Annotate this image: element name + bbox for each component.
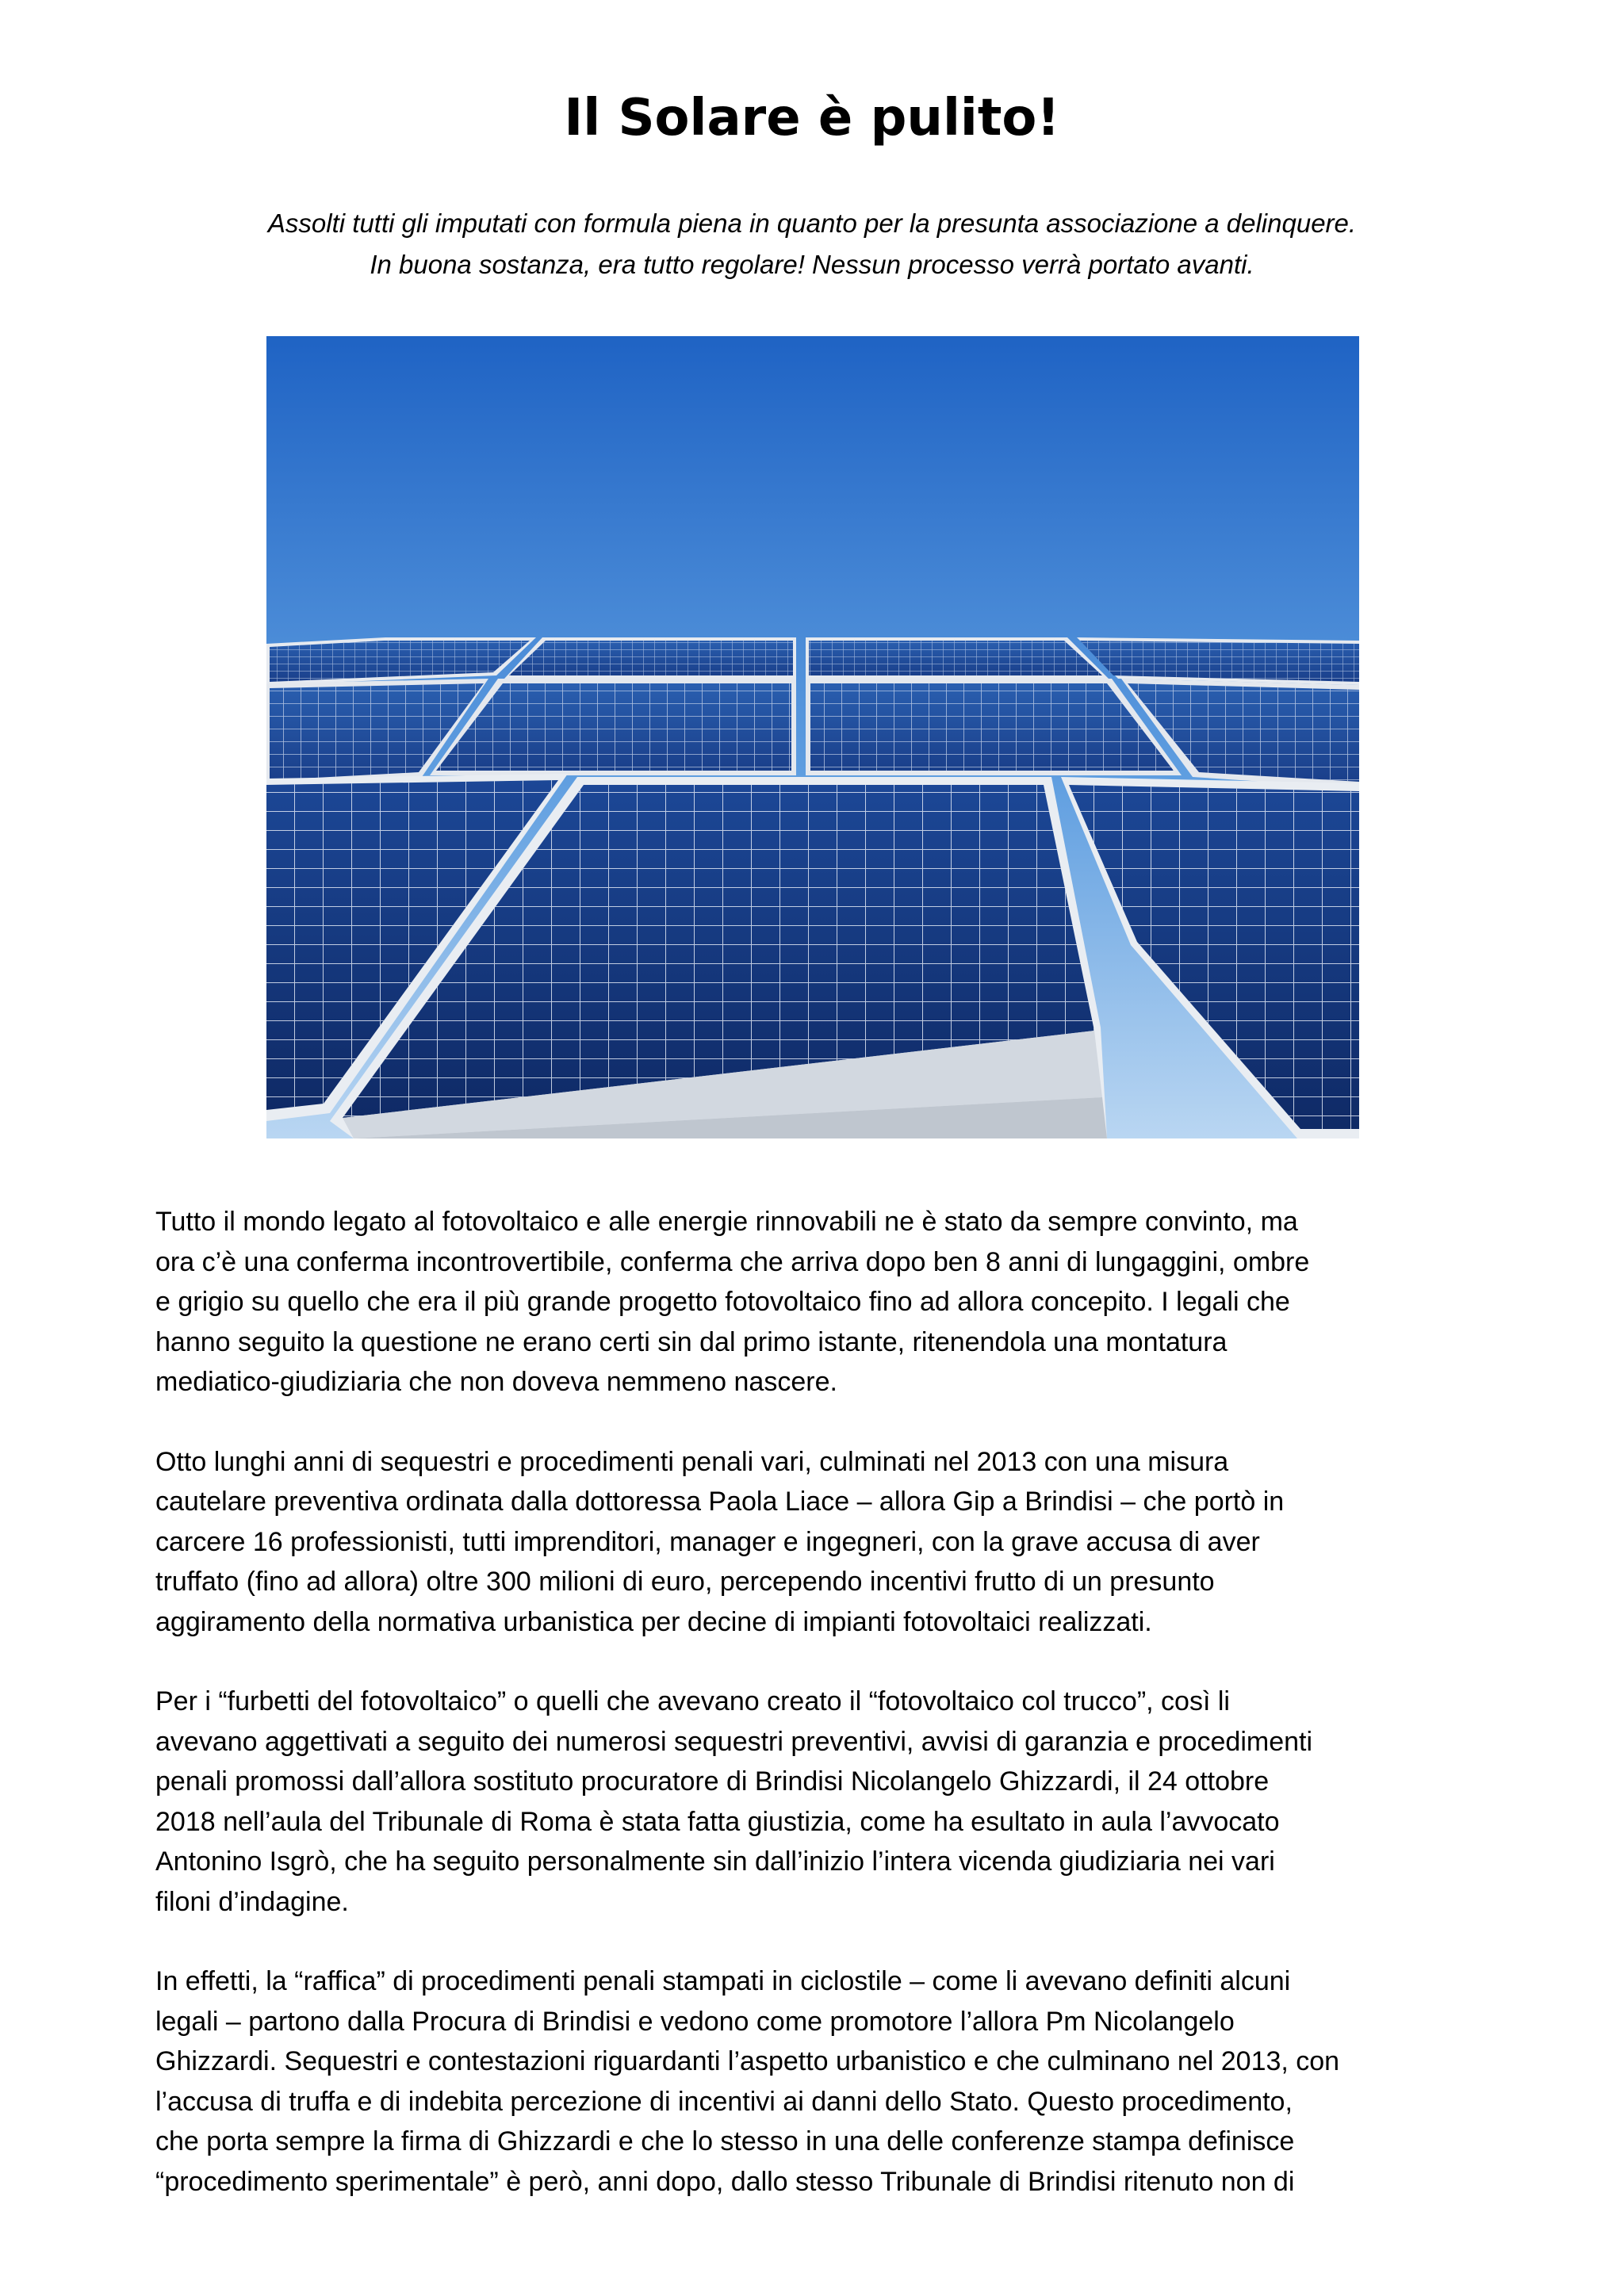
text-line: mediatico-giudiziaria che non doveva nemmeno nascere. <box>155 1367 837 1397</box>
text-line: penali promossi dall’allora sostituto procuratore di Brindisi Nicolangelo Ghizzardi, il 24 ottobre <box>155 1766 1270 1797</box>
article-paragraph <box>155 1202 1488 1402</box>
text-line: legali – partono dalla Procura di Brindisi e vedono come promotore l’allora Pm Nicolangelo <box>155 2006 1235 2037</box>
text-line: avevano aggettivati a seguito dei numerosi sequestri preventivi, avvisi di garanzia e procedimenti <box>155 1726 1313 1757</box>
subtitle-line: Assolti tutti gli imputati con formula piena in quanto per la presunta associazione a delinquere. <box>267 209 1357 238</box>
text-line: ora c’è una conferma incontrovertibile, conferma che arriva dopo ben 8 anni di lungaggini, ombre <box>155 1246 1310 1277</box>
text-line: Otto lunghi anni di sequestri e procedimenti penali vari, culminati nel 2013 con una misura <box>155 1446 1229 1477</box>
text-line: In effetti, la “raffica” di procedimenti penali stampati in ciclostile – come li avevano definiti alcuni <box>155 1966 1291 1996</box>
solar-panels-photo <box>266 336 1359 1138</box>
text-line: Antonino Isgrò, che ha seguito personalmente sin dall’inizio l’intera vicenda giudiziaria nei vari <box>155 1846 1275 1877</box>
text-line: Tutto il mondo legato al fotovoltaico e alle energie rinnovabili ne è stato da sempre convinto, ma <box>155 1207 1298 1237</box>
text-line: filoni d’indagine. <box>155 1886 349 1917</box>
text-line: l’accusa di truffa e di indebita percezione di incentivi ai danni dello Stato. Questo procedimento, <box>155 2086 1293 2117</box>
text-line: e grigio su quello che era il più grande progetto fotovoltaico fino ad allora concepito. I legali che <box>155 1287 1290 1317</box>
text-line: Per i “furbetti del fotovoltaico” o quelli che avevano creato il “fotovoltaico col trucco”, così li <box>155 1686 1230 1716</box>
text-line: carcere 16 professionisti, tutti imprenditori, manager e ingegneri, con la grave accusa di aver <box>155 1526 1260 1557</box>
text-line: Ghizzardi. Sequestri e contestazioni riguardanti l’aspetto urbanistico e che culminano nel 2013, con <box>155 2046 1340 2076</box>
text-line: truffato (fino ad allora) oltre 300 milioni di euro, percependo incentivi frutto di un presunto <box>155 1567 1215 1597</box>
text-line: aggiramento della normativa urbanistica per decine di impianti fotovoltaici realizzati. <box>155 1606 1152 1637</box>
subtitle-line: In buona sostanza, era tutto regolare! Nessun processo verrà portato avanti. <box>370 250 1254 279</box>
text-line: 2018 nell’aula del Tribunale di Roma è stata fatta giustizia, come ha esultato in aula l’avvocato <box>155 1806 1280 1837</box>
text-line: hanno seguito la questione ne erano certi sin dal primo istante, ritenendola una montatura <box>155 1326 1228 1357</box>
text-line: cautelare preventiva ordinata dalla dottoressa Paola Liace – allora Gip a Brindisi – che portò in <box>155 1487 1285 1517</box>
text-line: che porta sempre la firma di Ghizzardi e che lo stesso in una delle conferenze stampa definisce <box>155 2126 1295 2156</box>
text-line: “procedimento sperimentale” è però, anni dopo, dallo stesso Tribunale di Brindisi ritenuto non di <box>155 2166 1295 2197</box>
article-body <box>155 1202 1488 2241</box>
article-paragraph <box>155 1682 1488 1922</box>
article-subtitle <box>0 203 1624 285</box>
article-paragraph <box>155 1442 1488 1643</box>
article-paragraph <box>155 1961 1488 2202</box>
article-title: Il Solare è pulito! <box>564 89 1060 147</box>
